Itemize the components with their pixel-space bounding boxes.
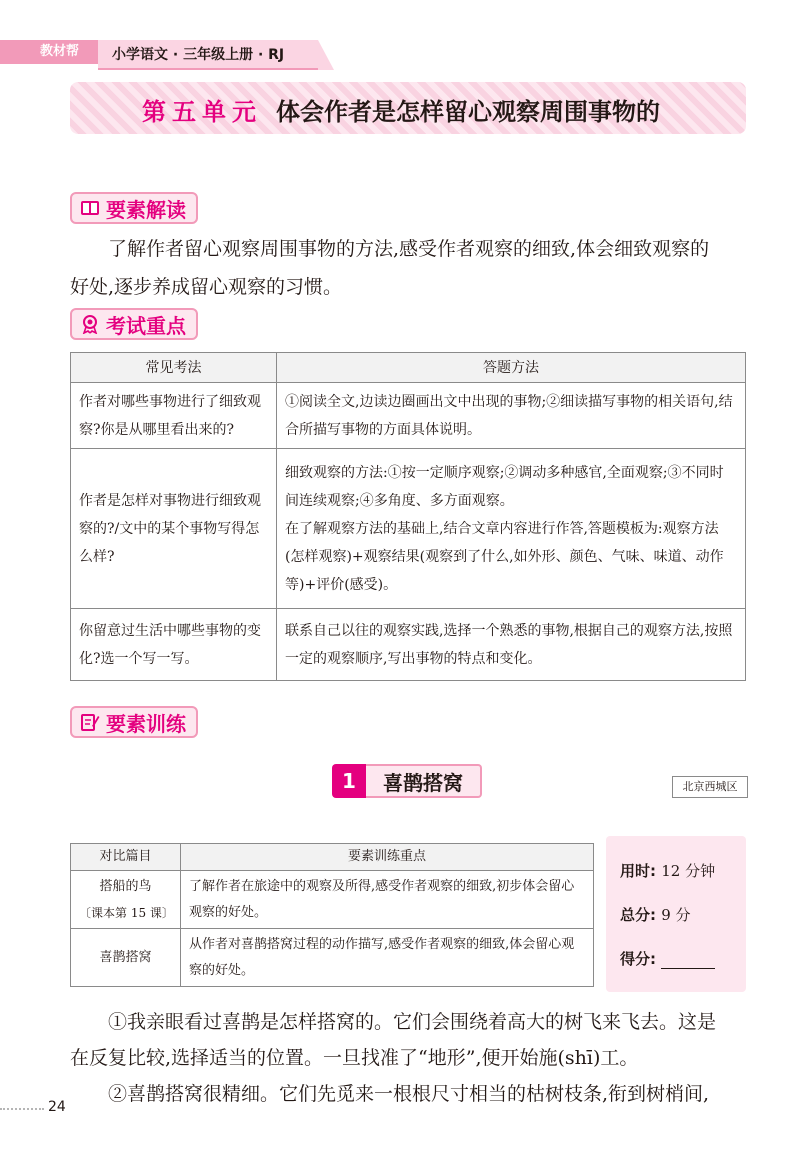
time-row [620, 860, 746, 904]
reading-line-3: ②喜鹊搭窝很精细。它们先觅来一根根尺寸相当的枯树枝条,衔到树梢间, [108, 1083, 710, 1105]
section-training [70, 706, 198, 738]
reading-line-1: ①我亲眼看过喜鹊是怎样搭窝的。它们会围绕着高大的树飞来飞去。这是 [108, 1011, 717, 1033]
table-row [71, 871, 594, 929]
compare-title-cell [71, 871, 181, 929]
exam-table [70, 352, 746, 681]
total-row [620, 904, 746, 948]
footer-divider [0, 1108, 44, 1110]
compare-title: 喜鹊搭窝 [99, 949, 152, 965]
compare-title-cell [71, 929, 181, 987]
score-blank[interactable] [661, 953, 715, 969]
compare-focus: 从作者对喜鹊搭窝过程的动作描写,感受作者观察的细致,体会留心观察的好处。 [181, 929, 594, 987]
table-cell-question: 作者对哪些事物进行了细致观察?你是从哪里看出来的? [71, 383, 277, 449]
total-value: 9 分 [661, 906, 691, 924]
book-title: 小学语文 · 三年级上册 · RJ [98, 40, 318, 70]
book-icon [80, 198, 100, 218]
total-label: 总分: [620, 906, 656, 924]
time-label: 用时: [620, 862, 656, 880]
unit-banner [70, 82, 746, 134]
section-elements [70, 192, 198, 224]
table-row [71, 449, 746, 609]
section-elements-label: 要素解读 [106, 197, 186, 222]
score-box [606, 836, 746, 992]
lesson-number: 1 [332, 764, 366, 798]
pencil-paper-icon [80, 712, 100, 732]
compare-focus: 了解作者在旅途中的观察及所得,感受作者观察的细致,初步体会留心观察的好处。 [181, 871, 594, 929]
section-training-label: 要素训练 [106, 711, 186, 736]
table-cell-question: 作者是怎样对事物进行细致观察的?/文中的某个事物写得怎么样? [71, 449, 277, 609]
brand-tag: 教材帮 [0, 40, 98, 64]
section-exam [70, 308, 198, 340]
section-exam-label: 考试重点 [106, 313, 186, 338]
got-row [620, 948, 746, 992]
table-row [71, 929, 594, 987]
elements-text-2: 好处,逐步养成留心观察的习惯。 [70, 276, 343, 298]
table-row [71, 383, 746, 449]
table-header: 常见考法 [71, 353, 277, 383]
unit-number: 第五单元 [142, 98, 262, 126]
answer-line: 在了解观察方法的基础上,结合文章内容进行作答,答题模板为:观察方法(怎样观察)+观察结果(观察到了什么,如外形、颜色、气味、味道、动作等)+评价(感受)。 [285, 520, 724, 593]
elements-text-1: 了解作者留心观察周围事物的方法,感受作者观察的细致,体会细致观察的 [108, 238, 710, 260]
compare-subtitle: 〔课本第 15 课〕 [79, 905, 174, 920]
table-row [71, 609, 746, 681]
unit-title: 体会作者是怎样留心观察周围事物的 [276, 98, 660, 126]
page-number: 24 [48, 1099, 66, 1115]
reading-line-2: 在反复比较,选择适当的位置。一旦找准了“地形”,便开始施(shī)工。 [70, 1047, 639, 1069]
table-header-row [71, 353, 746, 383]
table-cell-answer [277, 449, 746, 609]
table-cell-answer: 联系自己以往的观察实践,选择一个熟悉的事物,根据自己的观察方法,按照一定的观察顺序,写出事物的特点和变化。 [277, 609, 746, 681]
got-label: 得分: [620, 950, 656, 968]
table-cell-question: 你留意过生活中哪些事物的变化?选一个写一写。 [71, 609, 277, 681]
answer-line: 细致观察的方法:①按一定顺序观察;②调动多种感官,全面观察;③不同时间连续观察;④多角度、多方面观察。 [285, 464, 724, 509]
table-header-row [71, 844, 594, 871]
lesson-banner [332, 764, 482, 798]
region-tag: 北京西城区 [672, 776, 748, 798]
table-header: 对比篇目 [71, 844, 181, 871]
table-cell-answer: ①阅读全文,边读边圈画出文中出现的事物;②细读描写事物的相关语句,结合所描写事物的方面具体说明。 [277, 383, 746, 449]
compare-title: 搭船的鸟 [99, 878, 152, 894]
lesson-title: 喜鹊搭窝 [366, 764, 482, 798]
table-header: 要素训练重点 [181, 844, 594, 871]
table-header: 答题方法 [277, 353, 746, 383]
compare-table [70, 843, 594, 987]
award-icon [80, 314, 100, 334]
time-value: 12 分钟 [661, 862, 716, 880]
